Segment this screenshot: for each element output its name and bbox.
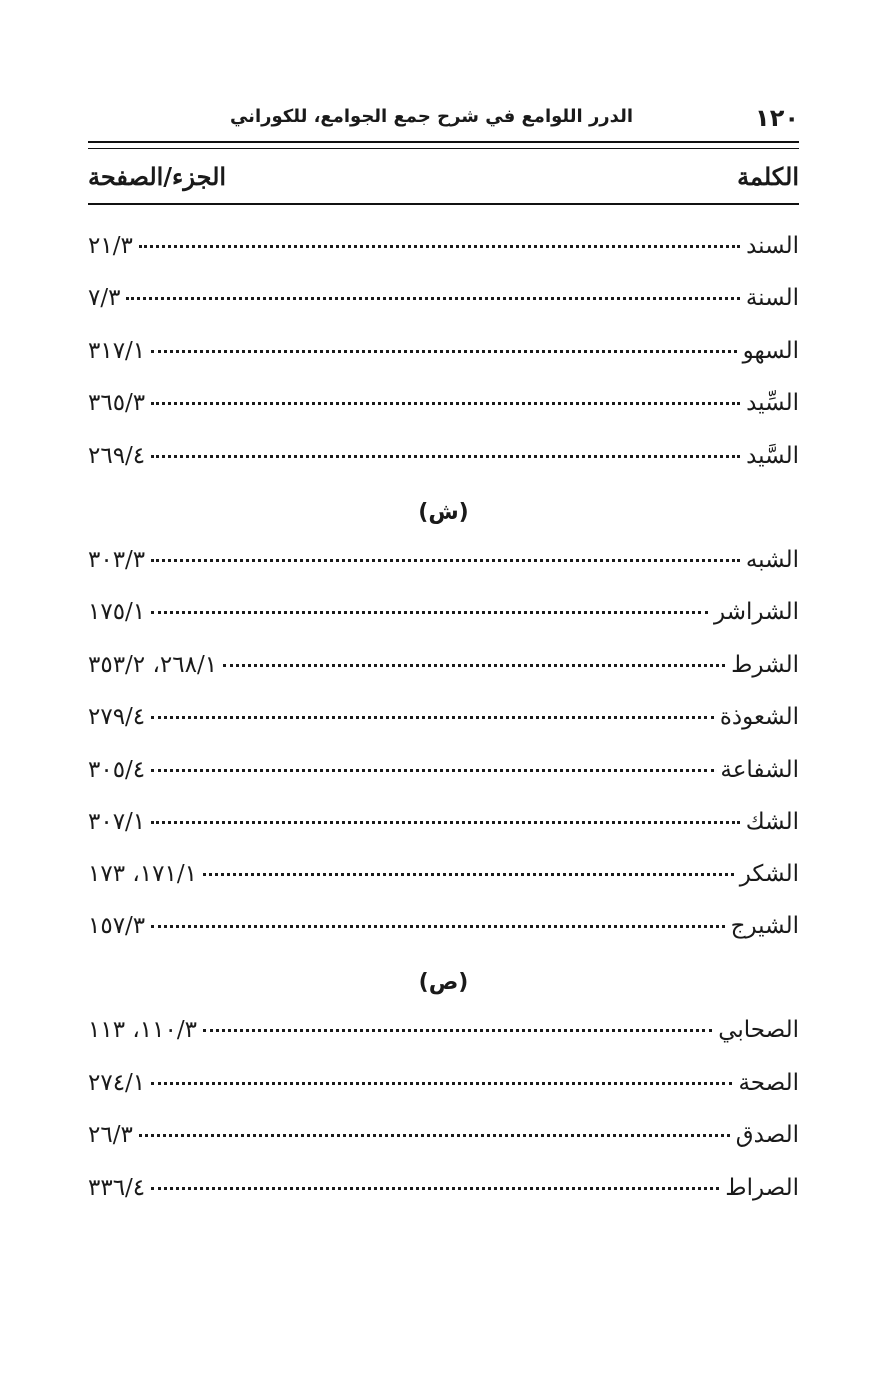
entry-pages: ٢٦٨/١، ٣٥٣/٢ xyxy=(88,652,218,678)
entry-word: الصحابي xyxy=(718,1017,799,1043)
index-entry xyxy=(88,333,799,369)
entry-pages: ١٥٧/٣ xyxy=(88,913,146,939)
dot-leader xyxy=(126,297,739,300)
book-title: الدرر اللوامع في شرح جمع الجوامع، للكوراني xyxy=(229,106,633,127)
index-entry xyxy=(88,1170,799,1206)
index-entry xyxy=(88,752,799,788)
index-entry xyxy=(88,647,799,683)
entry-pages: ٢٦/٣ xyxy=(88,1122,133,1148)
entry-word: الشبه xyxy=(745,547,799,573)
index-entry xyxy=(88,228,799,264)
entry-word: الشكر xyxy=(739,861,799,887)
index-entry xyxy=(88,699,799,735)
entry-word: السنة xyxy=(745,285,799,311)
entry-pages: ١٧٥/١ xyxy=(88,599,146,625)
entry-pages: ٢٦٩/٤ xyxy=(88,443,146,469)
entry-pages: ٣٠٣/٣ xyxy=(88,547,146,573)
index-entry xyxy=(88,908,799,944)
entry-pages: ١١٠/٣، ١١٣ xyxy=(88,1017,197,1043)
dot-leader xyxy=(151,925,724,928)
dot-leader xyxy=(151,716,714,719)
index-entry xyxy=(88,1012,799,1048)
entry-word: الشك xyxy=(745,809,799,835)
index-entry xyxy=(88,804,799,840)
index-entry xyxy=(88,385,799,421)
entry-pages: ٣٦٥/٣ xyxy=(88,390,146,416)
dot-leader xyxy=(151,1187,719,1190)
entry-pages: ٣٠٧/١ xyxy=(88,809,146,835)
entry-word: الصراط xyxy=(725,1175,799,1201)
index-entry xyxy=(88,594,799,630)
entry-pages: ٣٣٦/٤ xyxy=(88,1175,146,1201)
index-entry xyxy=(88,1065,799,1101)
column-header-word: الكلمة xyxy=(737,162,799,191)
section-letter-shin: (ش) xyxy=(418,500,469,525)
dot-leader xyxy=(151,402,740,405)
dot-leader xyxy=(151,769,714,772)
section-letter-sad: (ص) xyxy=(418,970,469,995)
dot-leader xyxy=(139,1134,730,1137)
entry-word: الشيرج xyxy=(730,913,799,939)
entry-pages: ٢٧٤/١ xyxy=(88,1070,146,1096)
running-header xyxy=(88,104,799,136)
entry-word: السهو xyxy=(742,338,799,364)
dot-leader xyxy=(139,245,740,248)
entry-pages: ٣١٧/١ xyxy=(88,338,146,364)
entry-pages: ٢٧٩/٤ xyxy=(88,704,146,730)
dot-leader xyxy=(203,873,734,876)
header-rule xyxy=(88,141,799,149)
column-header-volume-page: الجزء/الصفحة xyxy=(88,162,227,191)
index-entry xyxy=(88,1117,799,1153)
index-entry xyxy=(88,856,799,892)
entry-word: الشراشر xyxy=(714,599,799,625)
entry-word: السِّيد xyxy=(746,390,799,416)
page-number: ١٢٠ xyxy=(755,104,799,132)
dot-leader xyxy=(151,559,740,562)
entry-word: الصحة xyxy=(738,1070,799,1096)
dot-leader xyxy=(151,611,708,614)
entry-word: الشرط xyxy=(731,652,799,678)
entry-pages: ١٧١/١، ١٧٣ xyxy=(88,861,197,887)
dot-leader xyxy=(151,455,740,458)
dot-leader xyxy=(203,1029,712,1032)
entry-word: الشفاعة xyxy=(720,757,799,783)
entry-word: الشعوذة xyxy=(719,704,799,730)
index-entry xyxy=(88,542,799,578)
entry-word: السَّيد xyxy=(746,443,799,469)
dot-leader xyxy=(151,821,740,824)
column-headers xyxy=(88,162,799,198)
index-entry xyxy=(88,438,799,474)
dot-leader xyxy=(223,664,725,667)
entry-pages: ٧/٣ xyxy=(88,285,121,311)
entry-pages: ٢١/٣ xyxy=(88,233,133,259)
index-entry xyxy=(88,280,799,316)
columns-rule xyxy=(88,203,799,205)
dot-leader xyxy=(151,1082,732,1085)
dot-leader xyxy=(151,350,736,353)
entry-pages: ٣٠٥/٤ xyxy=(88,757,146,783)
entry-word: السند xyxy=(746,233,799,259)
entry-word: الصدق xyxy=(735,1122,799,1148)
